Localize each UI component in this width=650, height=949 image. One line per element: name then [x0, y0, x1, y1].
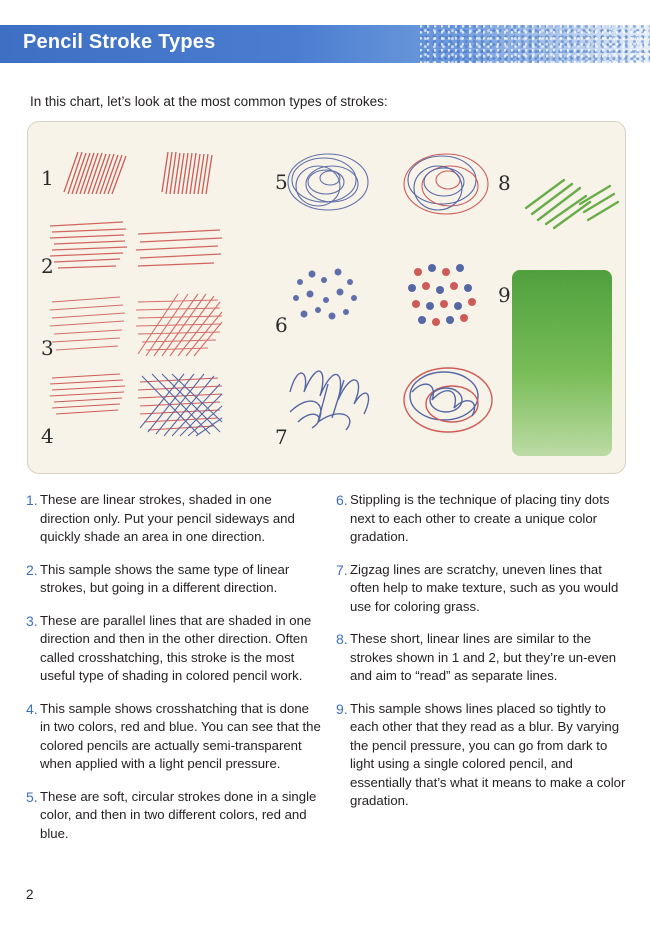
header-band	[0, 25, 650, 63]
sample-number-8: 8	[498, 171, 511, 195]
sample-number-4: 4	[41, 424, 54, 448]
intro-text: In this chart, let’s look at the most common types of strokes:	[30, 94, 388, 109]
sample-5-circular-strokes	[288, 154, 488, 214]
description-item-6: 6. Stippling is the technique of placing tiny dots next to each other to create a unique color gradation.	[336, 492, 610, 544]
sample-number-1: 1	[41, 166, 54, 190]
sample-3-crosshatching	[50, 294, 222, 356]
page-number: 2	[26, 887, 34, 902]
description-item-5: 5. These are soft, circular strokes done in a single color, and then in two different colors, red and blue.	[26, 788, 317, 841]
sample-number-3: 3	[41, 336, 54, 360]
sample-6-stippling	[293, 264, 476, 326]
description-item-3: 3. These are parallel lines that are shaded in one direction and then in the other direction. Often called crosshatching, this stroke is the most useful type of shading in colored pencil work.	[26, 612, 312, 683]
stroke-samples-illustration	[28, 122, 625, 473]
sample-9-green-gradation	[512, 270, 612, 456]
stroke-samples-figure	[27, 121, 626, 474]
header-speckle-texture	[420, 25, 650, 63]
sample-number-6: 6	[275, 313, 288, 337]
descriptions-right-column	[336, 491, 626, 825]
sample-2-horizontal-strokes	[50, 222, 222, 268]
description-item-4: 4. This sample shows crosshatching that is done in two colors, red and blue. You can see that the colored pencils are actually semi-transparent when applied with a light pencil pressure.	[26, 700, 321, 771]
description-item-2: 2. This sample shows the same type of linear strokes, but going in a different direction.	[26, 561, 290, 595]
sample-number-5: 5	[275, 170, 288, 194]
description-item-8: 8. These short, linear lines are similar to the strokes shown in 1 and 2, but they’re un-even and aim to “read” as separate lines.	[336, 631, 617, 683]
description-item-7: 7. Zigzag lines are scratchy, uneven lines that often help to make texture, such as you would use for coloring grass.	[336, 561, 619, 614]
sample-number-9: 9	[498, 283, 511, 307]
descriptions-left-column	[26, 491, 321, 857]
sample-8-green-short-strokes	[526, 180, 618, 228]
description-item-9: 9. This sample shows lines placed so tightly to each other that they read as a blur. By varying the pencil pressure, you can go from dark to light using a single colored pencil, and essentially that’s what it means to make a color gradation.	[336, 700, 626, 808]
page-title: Pencil Stroke Types	[23, 31, 216, 53]
sample-number-2: 2	[41, 254, 54, 278]
sample-1-linear-strokes	[64, 152, 212, 194]
description-item-1: 1. These are linear strokes, shaded in one direction only. Put your pencil sideways and quickly shade an area in one direction.	[26, 492, 295, 544]
sample-number-7: 7	[275, 425, 288, 449]
sample-7-zigzag-scribble	[290, 368, 492, 432]
sample-4-two-color-crosshatching	[50, 374, 222, 436]
